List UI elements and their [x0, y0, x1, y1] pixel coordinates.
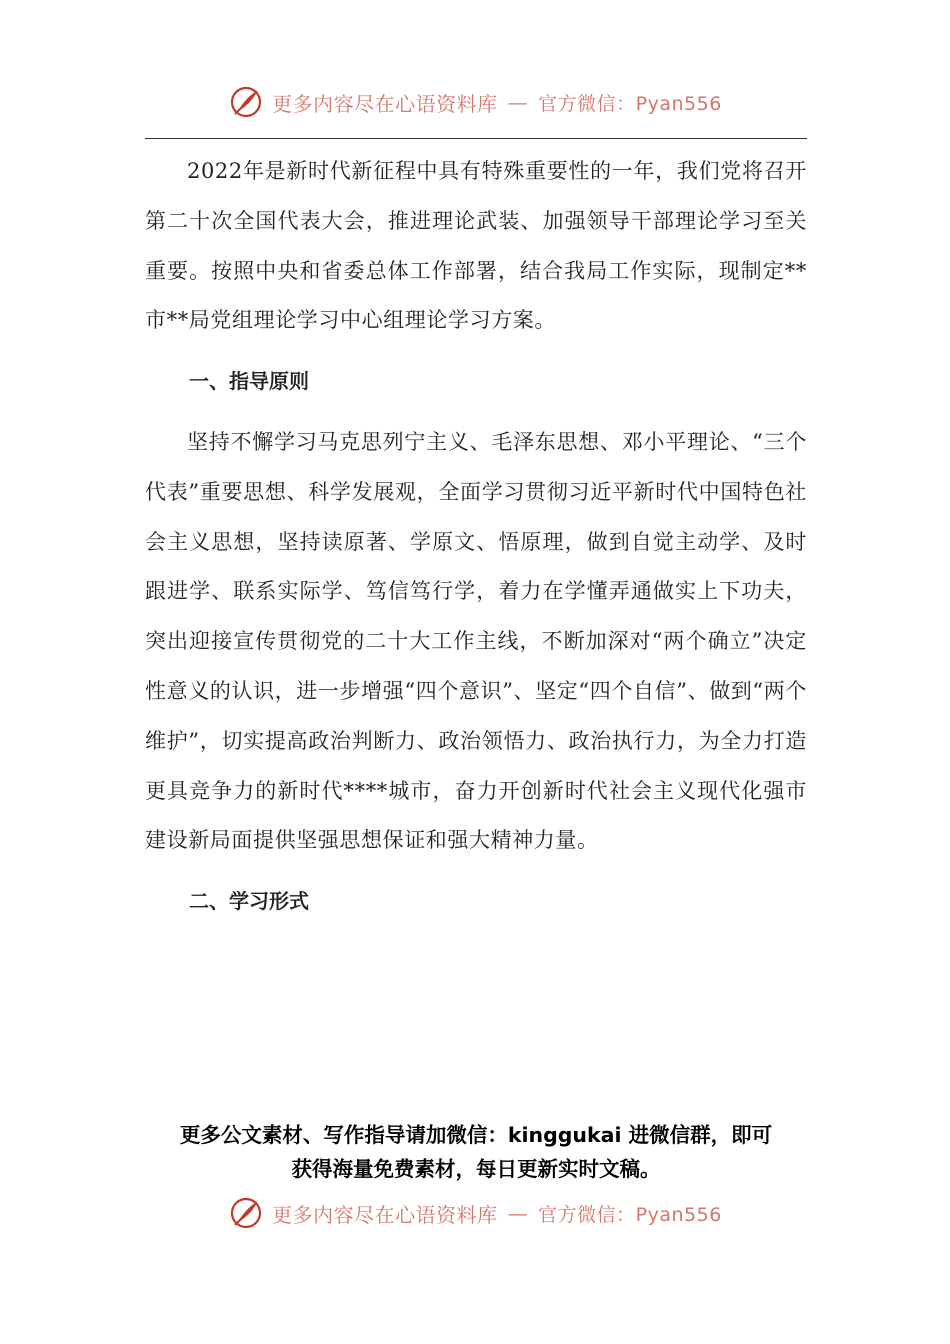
watermark-dash: — — [507, 90, 529, 114]
footer-promo — [140, 1118, 812, 1186]
watermark-wechat: 官方微信：Pyan556 — [538, 92, 722, 115]
section-heading-guiding-principles: 一、指导原则 — [189, 369, 309, 394]
intro-paragraph: 2022年是新时代新征程中具有特殊重要性的一年，我们党将召开第二十次全国代表大会，推进理论武装、加强领导干部理论学习至关重要。按照中央和省委总体工作部署，结合我局工作实际，现制定**市**局党组理论学习中心组理论学习方案。 — [145, 159, 807, 333]
watermark-brand: 更多内容尽在心语资料库 — [272, 91, 498, 116]
header-watermark — [0, 84, 950, 120]
footer-watermark — [0, 1195, 950, 1231]
watermark-dash: — — [507, 1201, 529, 1225]
footer-promo-line2: 获得海量免费素材，每日更新实时文稿。 — [291, 1157, 661, 1181]
quill-logo-icon — [228, 84, 264, 120]
quill-logo-icon — [228, 1195, 264, 1231]
section-heading-study-format: 二、学习形式 — [189, 889, 309, 914]
guiding-principles-paragraph: 坚持不懈学习马克思列宁主义、毛泽东思想、邓小平理论、“三个代表”重要思想、科学发展观，全面学习贯彻习近平新时代中国特色社会主义思想，坚持读原著、学原文、悟原理，做到自觉主动学、及时跟进学、联系实际学、笃信笃行学，着力在学懂弄通做实上下功夫，突出迎接宣传贯彻党的二十大工作主线，不断加深对“两个确立”决定性意义的认识，进一步增强“四个意识”、坚定“四个自信”、做到“两个维护”，切实提高政治判断力、政治领悟力、政治执行力，为全力打造更具竞争力的新时代****城市，奋力开创新时代社会主义现代化强市建设新局面提供坚强思想保证和强大精神力量。 — [145, 429, 807, 853]
footer-promo-line1: 更多公文素材、写作指导请加微信：kinggukai 进微信群，即可 — [179, 1123, 773, 1147]
document-body — [145, 147, 807, 927]
watermark-brand: 更多内容尽在心语资料库 — [272, 1202, 498, 1227]
watermark-wechat: 官方微信：Pyan556 — [538, 1203, 722, 1226]
header-divider — [145, 138, 807, 139]
